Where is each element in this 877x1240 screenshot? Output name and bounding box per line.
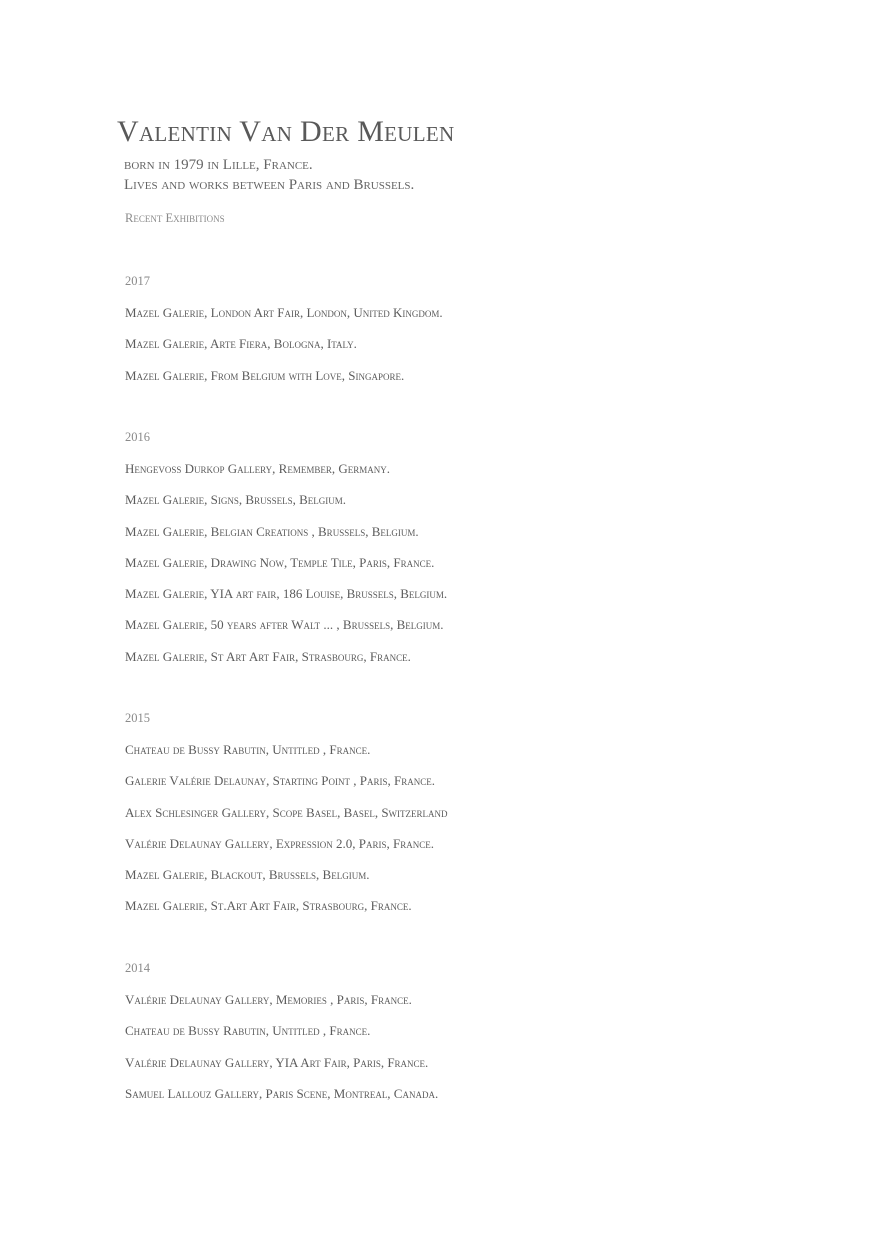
artist-name: Valentin Van Der Meulen [117,115,455,148]
exhibition-entry: Hengevoss Durkop Gallery, Remember, Germany. [125,461,390,476]
exhibition-entry: Valérie Delaunay Gallery, Expression 2.0, Paris, France. [125,835,434,851]
exhibition-entry: Chateau de Bussy Rabutin, Untitled , France. [125,1023,371,1039]
exhibition-entry: Mazel Galerie, 50 years after Walt ... , Brussels, Belgium. [125,617,444,633]
exhibition-entry: Mazel Galerie, Signs, Brussels, Belgium. [125,492,347,508]
exhibition-entry: Chateau de Bussy Rabutin, Untitled , France. [125,742,371,757]
year-heading-2015: 2015 [125,711,150,725]
exhibition-entry: Mazel Galerie, St Art Art Fair, Strasbourg, France. [125,648,411,664]
exhibition-entry: Mazel Galerie, Blackout, Brussels, Belgium. [125,867,370,883]
section-label-recent-exhibitions: Recent Exhibitions [125,211,225,225]
exhibition-entry: Alex Schlesinger Gallery, Scope Basel, Basel, Switzerland [125,804,448,820]
exhibition-entry: Mazel Galerie, St.Art Art Fair, Strasbourg, France. [125,898,412,914]
exhibition-entry: Mazel Galerie, YIA art fair, 186 Louise, Brussels, Belgium. [125,586,448,602]
year-heading-2017: 2017 [125,274,150,288]
exhibition-entry: Galerie Valérie Delaunay, Starting Point , Paris, France. [125,773,435,789]
exhibition-entry: Mazel Galerie, Arte Fiera, Bologna, Italy. [125,336,357,352]
exhibition-entry: Mazel Galerie, Belgian Creations , Brussels, Belgium. [125,523,419,539]
exhibition-entry: Samuel Lallouz Gallery, Paris Scene, Montreal, Canada. [125,1085,439,1101]
artist-bio [124,155,414,195]
exhibition-list-2016 [125,460,447,679]
exhibition-entry: Mazel Galerie, From Belgium with Love, Singapore. [125,367,405,383]
exhibition-entry: Valérie Delaunay Gallery, YIA Art Fair, Paris, France. [125,1054,429,1070]
year-heading-2014: 2014 [125,961,150,975]
bio-residence-line: Lives and works between Paris and Brussels. [124,177,415,193]
exhibition-entry: Mazel Galerie, London Art Fair, London, United Kingdom. [125,305,443,320]
exhibition-list-2014 [125,991,438,1116]
exhibition-entry: Mazel Galerie, Drawing Now, Temple Tile, Paris, France. [125,554,435,570]
bio-birth-line: born in 1979 in Lille, France. [124,157,313,173]
exhibition-entry: Valérie Delaunay Gallery, Memories , Paris, France. [125,992,412,1007]
exhibition-list-2017 [125,304,443,398]
year-heading-2016: 2016 [125,430,150,444]
exhibition-list-2015 [125,741,448,929]
